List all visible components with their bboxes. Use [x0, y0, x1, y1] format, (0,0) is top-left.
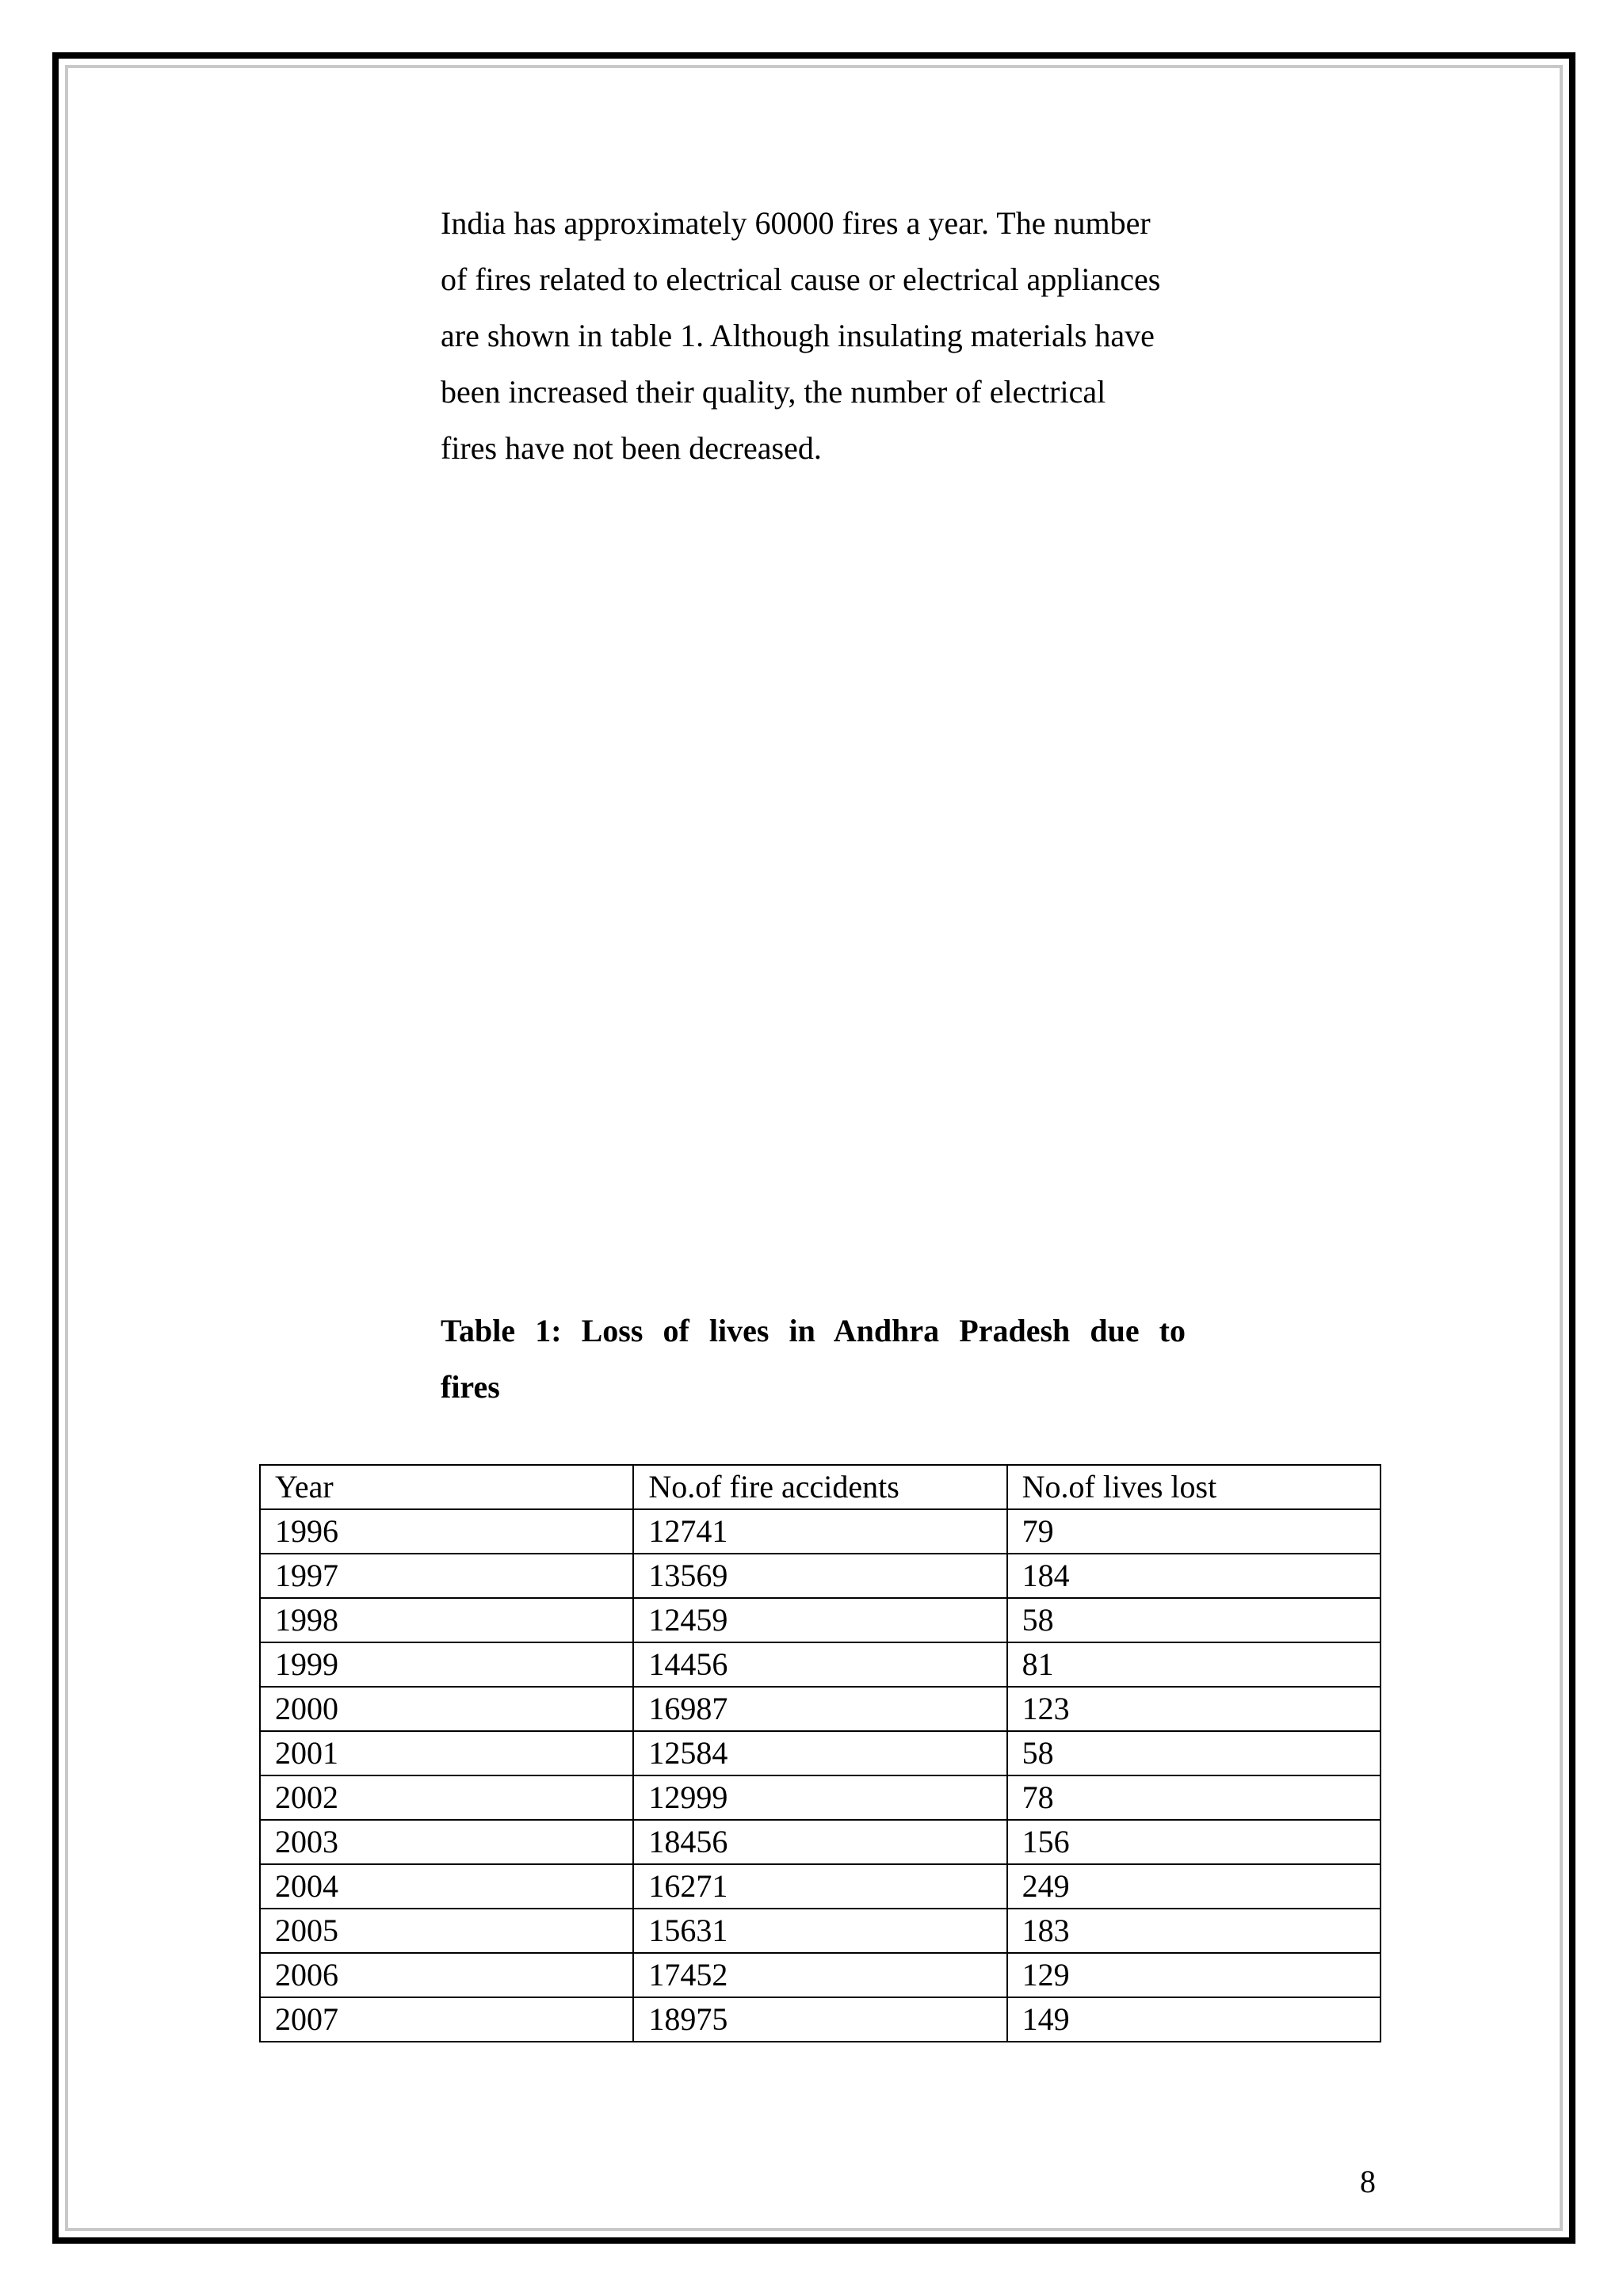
body-line: are shown in table 1. Although insulating materials have	[441, 318, 1155, 353]
table-caption	[441, 1302, 1186, 1415]
cell-lives-lost: 58	[1007, 1598, 1381, 1642]
cell-fire-accidents: 15631	[633, 1909, 1006, 1953]
cell-year: 2003	[260, 1820, 633, 1864]
body-line: of fires related to electrical cause or electrical appliances	[441, 261, 1161, 297]
table-row	[260, 1598, 1381, 1642]
cell-fire-accidents: 12999	[633, 1775, 1006, 1820]
cell-lives-lost: 184	[1007, 1554, 1381, 1598]
cell-lives-lost: 58	[1007, 1731, 1381, 1775]
column-header-year: Year	[260, 1465, 633, 1509]
cell-year: 2004	[260, 1864, 633, 1909]
cell-fire-accidents: 14456	[633, 1642, 1006, 1687]
cell-year: 1999	[260, 1642, 633, 1687]
cell-year: 1997	[260, 1554, 633, 1598]
body-paragraph	[441, 195, 1201, 476]
column-header-fire-accidents: No.of fire accidents	[633, 1465, 1006, 1509]
cell-lives-lost: 123	[1007, 1687, 1381, 1731]
cell-year: 1996	[260, 1509, 633, 1554]
fire-statistics-table	[259, 1464, 1381, 2042]
table-row	[260, 1775, 1381, 1820]
table-row	[260, 1820, 1381, 1864]
cell-year: 2000	[260, 1687, 633, 1731]
table-row	[260, 1909, 1381, 1953]
table-row	[260, 1997, 1381, 2042]
cell-fire-accidents: 17452	[633, 1953, 1006, 1997]
cell-fire-accidents: 12459	[633, 1598, 1006, 1642]
cell-fire-accidents: 18975	[633, 1997, 1006, 2042]
table-row	[260, 1864, 1381, 1909]
cell-fire-accidents: 13569	[633, 1554, 1006, 1598]
body-line: fires have not been decreased.	[441, 430, 822, 466]
body-line: India has approximately 60000 fires a year. The number	[441, 205, 1151, 241]
table-row	[260, 1953, 1381, 1997]
page-number: 8	[1360, 2164, 1376, 2199]
body-line: been increased their quality, the number of electrical	[441, 374, 1106, 410]
table-caption-line: fires	[441, 1369, 500, 1405]
table-row	[260, 1731, 1381, 1775]
column-header-lives-lost: No.of lives lost	[1007, 1465, 1381, 1509]
cell-year: 2005	[260, 1909, 633, 1953]
cell-fire-accidents: 12584	[633, 1731, 1006, 1775]
table-body	[260, 1509, 1381, 2042]
table-row	[260, 1642, 1381, 1687]
cell-year: 2006	[260, 1953, 633, 1997]
table-row	[260, 1509, 1381, 1554]
cell-fire-accidents: 12741	[633, 1509, 1006, 1554]
table-caption-line: Table 1: Loss of lives in Andhra Pradesh due to	[441, 1313, 1186, 1348]
cell-lives-lost: 156	[1007, 1820, 1381, 1864]
cell-fire-accidents: 16271	[633, 1864, 1006, 1909]
cell-year: 1998	[260, 1598, 633, 1642]
cell-lives-lost: 183	[1007, 1909, 1381, 1953]
cell-fire-accidents: 16987	[633, 1687, 1006, 1731]
cell-year: 2007	[260, 1997, 633, 2042]
cell-lives-lost: 129	[1007, 1953, 1381, 1997]
cell-year: 2002	[260, 1775, 633, 1820]
table-row	[260, 1687, 1381, 1731]
cell-lives-lost: 149	[1007, 1997, 1381, 2042]
cell-lives-lost: 81	[1007, 1642, 1381, 1687]
cell-fire-accidents: 18456	[633, 1820, 1006, 1864]
cell-lives-lost: 249	[1007, 1864, 1381, 1909]
table-row	[260, 1554, 1381, 1598]
cell-year: 2001	[260, 1731, 633, 1775]
cell-lives-lost: 78	[1007, 1775, 1381, 1820]
table-header-row	[260, 1465, 1381, 1509]
cell-lives-lost: 79	[1007, 1509, 1381, 1554]
